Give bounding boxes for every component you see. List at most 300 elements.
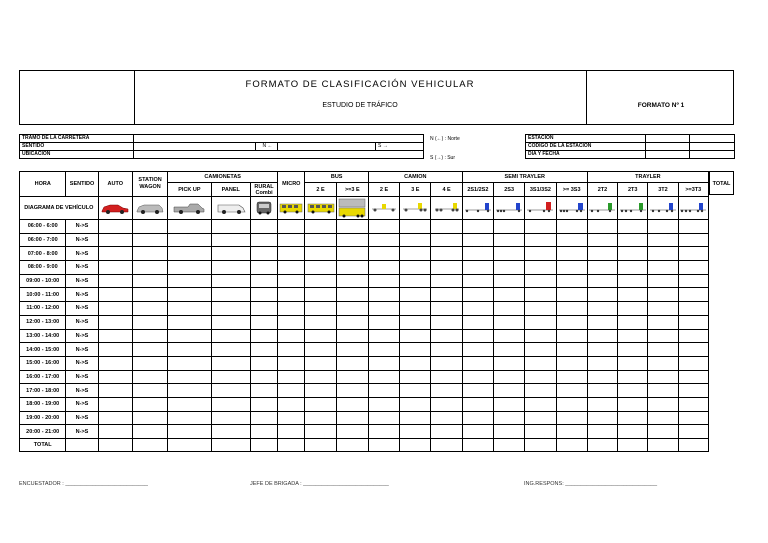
count-cell[interactable] [168,233,211,247]
total-cell[interactable] [431,439,462,452]
count-cell[interactable] [587,329,617,343]
count-cell[interactable] [431,261,462,275]
count-cell[interactable] [525,315,556,329]
count-cell[interactable] [98,274,132,288]
count-cell[interactable] [494,288,525,302]
count-cell[interactable] [368,329,399,343]
count-cell[interactable] [431,370,462,384]
count-cell[interactable] [368,411,399,425]
count-cell[interactable] [168,274,211,288]
count-cell[interactable] [305,356,336,370]
count-cell[interactable] [278,315,305,329]
count-cell[interactable] [368,343,399,357]
count-cell[interactable] [305,329,336,343]
ubicacion-field[interactable] [134,151,424,159]
count-cell[interactable] [336,288,368,302]
count-cell[interactable] [132,425,167,439]
count-cell[interactable] [368,220,399,234]
count-cell[interactable] [431,397,462,411]
count-cell[interactable] [525,274,556,288]
count-cell[interactable] [556,425,587,439]
count-cell[interactable] [400,343,431,357]
count-cell[interactable] [98,397,132,411]
count-cell[interactable] [525,329,556,343]
total-cell[interactable] [462,439,493,452]
count-cell[interactable] [648,261,678,275]
estacion-field[interactable] [646,135,690,143]
count-cell[interactable] [648,343,678,357]
count-cell[interactable] [98,384,132,398]
count-cell[interactable] [678,274,708,288]
count-cell[interactable] [494,274,525,288]
count-cell[interactable] [494,356,525,370]
count-cell[interactable] [368,288,399,302]
count-cell[interactable] [587,356,617,370]
count-cell[interactable] [250,315,277,329]
count-cell[interactable] [168,220,211,234]
count-cell[interactable] [462,425,493,439]
count-cell[interactable] [305,274,336,288]
count-cell[interactable] [98,288,132,302]
count-cell[interactable] [525,302,556,316]
count-cell[interactable] [168,411,211,425]
count-cell[interactable] [211,220,250,234]
count-cell[interactable] [618,274,648,288]
count-cell[interactable] [132,302,167,316]
count-cell[interactable] [400,302,431,316]
count-cell[interactable] [132,384,167,398]
count-cell[interactable] [250,247,277,261]
count-cell[interactable] [678,343,708,357]
dia-field[interactable] [646,151,690,159]
count-cell[interactable] [587,411,617,425]
count-cell[interactable] [556,220,587,234]
count-cell[interactable] [556,397,587,411]
count-cell[interactable] [431,329,462,343]
count-cell[interactable] [336,329,368,343]
count-cell[interactable] [368,233,399,247]
count-cell[interactable] [648,233,678,247]
count-cell[interactable] [336,274,368,288]
count-cell[interactable] [400,370,431,384]
count-cell[interactable] [250,356,277,370]
count-cell[interactable] [278,356,305,370]
count-cell[interactable] [556,411,587,425]
count-cell[interactable] [587,247,617,261]
count-cell[interactable] [305,302,336,316]
count-cell[interactable] [305,384,336,398]
count-cell[interactable] [400,233,431,247]
count-cell[interactable] [618,356,648,370]
count-cell[interactable] [368,397,399,411]
count-cell[interactable] [678,411,708,425]
count-cell[interactable] [678,288,708,302]
count-cell[interactable] [250,343,277,357]
count-cell[interactable] [525,247,556,261]
codigo-field-2[interactable] [690,143,735,151]
count-cell[interactable] [462,384,493,398]
count-cell[interactable] [168,343,211,357]
count-cell[interactable] [168,425,211,439]
count-cell[interactable] [211,343,250,357]
count-cell[interactable] [168,356,211,370]
count-cell[interactable] [400,261,431,275]
count-cell[interactable] [462,343,493,357]
total-cell[interactable] [211,439,250,452]
count-cell[interactable] [587,261,617,275]
total-cell[interactable] [648,439,678,452]
count-cell[interactable] [587,288,617,302]
count-cell[interactable] [278,329,305,343]
count-cell[interactable] [556,315,587,329]
count-cell[interactable] [648,247,678,261]
count-cell[interactable] [431,411,462,425]
count-cell[interactable] [431,220,462,234]
count-cell[interactable] [678,425,708,439]
count-cell[interactable] [211,384,250,398]
count-cell[interactable] [278,274,305,288]
count-cell[interactable] [250,274,277,288]
count-cell[interactable] [336,425,368,439]
count-cell[interactable] [305,315,336,329]
count-cell[interactable] [336,397,368,411]
count-cell[interactable] [556,288,587,302]
count-cell[interactable] [494,261,525,275]
count-cell[interactable] [250,397,277,411]
count-cell[interactable] [431,274,462,288]
count-cell[interactable] [98,261,132,275]
count-cell[interactable] [587,233,617,247]
total-cell[interactable] [618,439,648,452]
count-cell[interactable] [678,384,708,398]
count-cell[interactable] [211,425,250,439]
count-cell[interactable] [368,384,399,398]
count-cell[interactable] [98,343,132,357]
count-cell[interactable] [278,384,305,398]
count-cell[interactable] [556,343,587,357]
count-cell[interactable] [587,315,617,329]
count-cell[interactable] [462,233,493,247]
count-cell[interactable] [368,261,399,275]
count-cell[interactable] [98,329,132,343]
count-cell[interactable] [431,233,462,247]
count-cell[interactable] [305,411,336,425]
count-cell[interactable] [618,288,648,302]
count-cell[interactable] [648,425,678,439]
count-cell[interactable] [250,411,277,425]
count-cell[interactable] [368,370,399,384]
count-cell[interactable] [525,343,556,357]
count-cell[interactable] [618,425,648,439]
count-cell[interactable] [132,288,167,302]
sentido-field-s[interactable] [278,143,376,151]
count-cell[interactable] [98,233,132,247]
count-cell[interactable] [336,315,368,329]
count-cell[interactable] [336,370,368,384]
count-cell[interactable] [400,411,431,425]
count-cell[interactable] [305,261,336,275]
count-cell[interactable] [250,288,277,302]
count-cell[interactable] [250,329,277,343]
count-cell[interactable] [305,343,336,357]
count-cell[interactable] [494,220,525,234]
count-cell[interactable] [431,343,462,357]
count-cell[interactable] [678,302,708,316]
count-cell[interactable] [556,370,587,384]
count-cell[interactable] [132,233,167,247]
count-cell[interactable] [211,411,250,425]
count-cell[interactable] [400,315,431,329]
count-cell[interactable] [525,397,556,411]
count-cell[interactable] [587,343,617,357]
count-cell[interactable] [462,315,493,329]
count-cell[interactable] [278,411,305,425]
count-cell[interactable] [525,411,556,425]
count-cell[interactable] [336,343,368,357]
count-cell[interactable] [678,329,708,343]
count-cell[interactable] [250,370,277,384]
count-cell[interactable] [132,220,167,234]
count-cell[interactable] [305,247,336,261]
count-cell[interactable] [462,288,493,302]
count-cell[interactable] [98,425,132,439]
count-cell[interactable] [648,329,678,343]
count-cell[interactable] [648,370,678,384]
count-cell[interactable] [678,397,708,411]
count-cell[interactable] [278,425,305,439]
dia-field-2[interactable] [690,151,735,159]
count-cell[interactable] [168,397,211,411]
count-cell[interactable] [618,302,648,316]
count-cell[interactable] [336,384,368,398]
count-cell[interactable] [648,384,678,398]
count-cell[interactable] [648,274,678,288]
count-cell[interactable] [587,384,617,398]
total-cell[interactable] [556,439,587,452]
count-cell[interactable] [494,370,525,384]
codigo-field[interactable] [646,143,690,151]
count-cell[interactable] [494,247,525,261]
count-cell[interactable] [556,233,587,247]
sentido-field-n[interactable] [134,143,256,151]
count-cell[interactable] [168,315,211,329]
total-cell[interactable] [98,439,132,452]
count-cell[interactable] [132,370,167,384]
count-cell[interactable] [278,288,305,302]
count-cell[interactable] [168,261,211,275]
count-cell[interactable] [431,302,462,316]
count-cell[interactable] [368,315,399,329]
count-cell[interactable] [98,247,132,261]
count-cell[interactable] [211,370,250,384]
count-cell[interactable] [462,302,493,316]
count-cell[interactable] [587,302,617,316]
count-cell[interactable] [98,356,132,370]
count-cell[interactable] [400,274,431,288]
count-cell[interactable] [400,247,431,261]
count-cell[interactable] [400,356,431,370]
count-cell[interactable] [305,233,336,247]
count-cell[interactable] [494,302,525,316]
count-cell[interactable] [278,370,305,384]
count-cell[interactable] [132,274,167,288]
total-cell[interactable] [678,439,708,452]
count-cell[interactable] [431,425,462,439]
count-cell[interactable] [132,411,167,425]
count-cell[interactable] [431,288,462,302]
total-cell[interactable] [400,439,431,452]
count-cell[interactable] [211,315,250,329]
count-cell[interactable] [168,302,211,316]
count-cell[interactable] [336,411,368,425]
count-cell[interactable] [618,233,648,247]
count-cell[interactable] [305,370,336,384]
count-cell[interactable] [431,356,462,370]
count-cell[interactable] [400,384,431,398]
count-cell[interactable] [211,261,250,275]
count-cell[interactable] [556,384,587,398]
total-cell[interactable] [168,439,211,452]
total-cell[interactable] [368,439,399,452]
count-cell[interactable] [587,397,617,411]
count-cell[interactable] [462,370,493,384]
count-cell[interactable] [556,329,587,343]
count-cell[interactable] [494,315,525,329]
count-cell[interactable] [678,261,708,275]
count-cell[interactable] [587,425,617,439]
count-cell[interactable] [678,247,708,261]
count-cell[interactable] [648,397,678,411]
count-cell[interactable] [250,233,277,247]
count-cell[interactable] [250,220,277,234]
count-cell[interactable] [556,247,587,261]
count-cell[interactable] [525,425,556,439]
count-cell[interactable] [648,356,678,370]
count-cell[interactable] [98,220,132,234]
count-cell[interactable] [211,302,250,316]
count-cell[interactable] [305,425,336,439]
tramo-field[interactable] [134,135,424,143]
count-cell[interactable] [462,274,493,288]
count-cell[interactable] [556,274,587,288]
count-cell[interactable] [250,384,277,398]
count-cell[interactable] [278,220,305,234]
count-cell[interactable] [278,343,305,357]
count-cell[interactable] [168,329,211,343]
total-cell[interactable] [305,439,336,452]
count-cell[interactable] [132,343,167,357]
count-cell[interactable] [678,233,708,247]
count-cell[interactable] [368,356,399,370]
count-cell[interactable] [678,356,708,370]
count-cell[interactable] [587,370,617,384]
count-cell[interactable] [618,343,648,357]
total-cell[interactable] [250,439,277,452]
count-cell[interactable] [587,274,617,288]
count-cell[interactable] [336,220,368,234]
count-cell[interactable] [250,425,277,439]
count-cell[interactable] [431,384,462,398]
count-cell[interactable] [336,233,368,247]
count-cell[interactable] [431,315,462,329]
count-cell[interactable] [132,356,167,370]
count-cell[interactable] [556,356,587,370]
count-cell[interactable] [556,261,587,275]
count-cell[interactable] [98,370,132,384]
count-cell[interactable] [678,220,708,234]
count-cell[interactable] [494,411,525,425]
count-cell[interactable] [305,397,336,411]
count-cell[interactable] [494,425,525,439]
count-cell[interactable] [98,315,132,329]
count-cell[interactable] [278,397,305,411]
count-cell[interactable] [678,370,708,384]
count-cell[interactable] [648,411,678,425]
count-cell[interactable] [525,370,556,384]
count-cell[interactable] [336,302,368,316]
count-cell[interactable] [648,220,678,234]
count-cell[interactable] [525,356,556,370]
count-cell[interactable] [618,397,648,411]
total-cell[interactable] [132,439,167,452]
count-cell[interactable] [525,233,556,247]
count-cell[interactable] [648,288,678,302]
count-cell[interactable] [618,370,648,384]
count-cell[interactable] [587,220,617,234]
count-cell[interactable] [462,397,493,411]
count-cell[interactable] [168,288,211,302]
count-cell[interactable] [250,261,277,275]
count-cell[interactable] [462,356,493,370]
count-cell[interactable] [525,288,556,302]
total-cell[interactable] [494,439,525,452]
count-cell[interactable] [618,411,648,425]
count-cell[interactable] [494,397,525,411]
total-cell[interactable] [336,439,368,452]
count-cell[interactable] [400,397,431,411]
count-cell[interactable] [618,315,648,329]
count-cell[interactable] [211,356,250,370]
count-cell[interactable] [618,247,648,261]
count-cell[interactable] [278,261,305,275]
count-cell[interactable] [211,274,250,288]
count-cell[interactable] [168,384,211,398]
count-cell[interactable] [525,261,556,275]
count-cell[interactable] [618,329,648,343]
total-cell[interactable] [278,439,305,452]
count-cell[interactable] [400,329,431,343]
count-cell[interactable] [556,302,587,316]
count-cell[interactable] [648,315,678,329]
count-cell[interactable] [400,425,431,439]
count-cell[interactable] [211,288,250,302]
count-cell[interactable] [368,425,399,439]
count-cell[interactable] [618,261,648,275]
count-cell[interactable] [250,302,277,316]
count-cell[interactable] [494,343,525,357]
count-cell[interactable] [368,302,399,316]
count-cell[interactable] [368,274,399,288]
count-cell[interactable] [618,384,648,398]
count-cell[interactable] [168,247,211,261]
count-cell[interactable] [132,247,167,261]
count-cell[interactable] [494,233,525,247]
count-cell[interactable] [494,329,525,343]
count-cell[interactable] [678,315,708,329]
count-cell[interactable] [462,329,493,343]
count-cell[interactable] [648,302,678,316]
count-cell[interactable] [132,397,167,411]
